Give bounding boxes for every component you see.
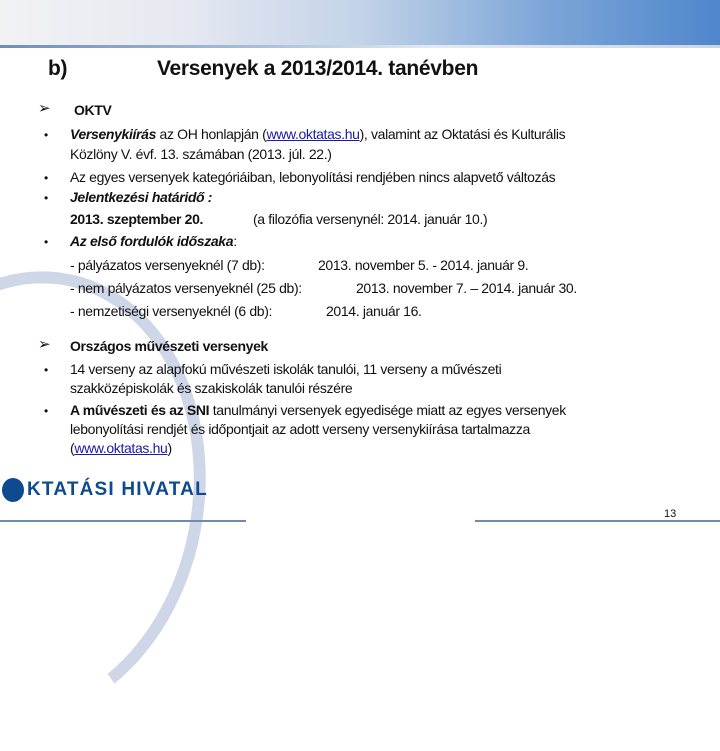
- bullet-text-cont: szakközépiskolák és szakiskolák tanulói részére: [70, 380, 353, 396]
- oktatasi-hivatal-logo: KTATÁSI HIVATAL: [2, 478, 208, 502]
- bullet-text: A művészeti és az SNI tanulmányi versenyek egyedisége miatt az egyes versenyek: [70, 402, 566, 418]
- header-divider: [0, 45, 720, 48]
- logo-circle-icon: [2, 478, 24, 502]
- bullet-text-cont: (www.oktatas.hu): [70, 440, 172, 456]
- round-label: - pályázatos versenyeknél (7 db):: [70, 257, 265, 273]
- round-label: - nemzetiségi versenyeknél (6 db):: [70, 303, 273, 319]
- round-label: - nem pályázatos versenyeknél (25 db):: [70, 280, 302, 296]
- oktatas-link[interactable]: www.oktatas.hu: [74, 440, 168, 456]
- bullet-text: Versenykiírás az OH honlapján (www.oktatas.hu), valamint az Oktatási és Kulturális: [70, 126, 566, 142]
- slide-title: Versenyek a 2013/2014. tanévben: [157, 57, 479, 80]
- bullet-text: Az egyes versenyek kategóriáiban, lebonyolítási rendjében nincs alapvető változás: [70, 169, 556, 185]
- slide-label: b): [48, 57, 68, 80]
- rounds-heading: Az első fordulók időszaka:: [70, 233, 237, 249]
- deadline-heading: Jelentkezési határidő :: [70, 189, 213, 205]
- footer-divider-left: [0, 520, 246, 522]
- bullet-icon: •: [44, 235, 49, 249]
- round-value: 2013. november 7. – 2014. január 30.: [356, 280, 577, 296]
- deadline-note: (a filozófia versenynél: 2014. január 10.): [253, 211, 488, 227]
- page-number: 13: [664, 508, 677, 520]
- section-heading-oktv: OKTV: [74, 102, 112, 118]
- bullet-icon: •: [44, 363, 49, 377]
- arrow-bullet-icon: ➢: [38, 336, 51, 353]
- footer-divider-right: [475, 520, 720, 522]
- bullet-text-cont: lebonyolítási rendjét és időpontjait az adott verseny versenykiírása tartalmazza: [70, 421, 530, 437]
- bullet-icon: •: [44, 404, 49, 418]
- section-heading-arts: Országos művészeti versenyek: [70, 338, 268, 354]
- arrow-bullet-icon: ➢: [38, 100, 51, 117]
- bullet-text: 14 verseny az alapfokú művészeti iskolák tanulói, 11 verseny a művészeti: [70, 361, 502, 377]
- bullet-icon: •: [44, 171, 49, 185]
- round-value: 2014. január 16.: [326, 303, 422, 319]
- bullet-text-cont: Közlöny V. évf. 13. számában (2013. júl. 22.): [70, 146, 332, 162]
- round-value: 2013. november 5. - 2014. január 9.: [318, 257, 529, 273]
- bullet-icon: •: [44, 191, 49, 205]
- bullet-icon: •: [44, 128, 49, 142]
- header-band: [0, 0, 720, 45]
- deadline-date: 2013. szeptember 20.: [70, 211, 204, 227]
- oktatas-link[interactable]: www.oktatas.hu: [266, 126, 360, 142]
